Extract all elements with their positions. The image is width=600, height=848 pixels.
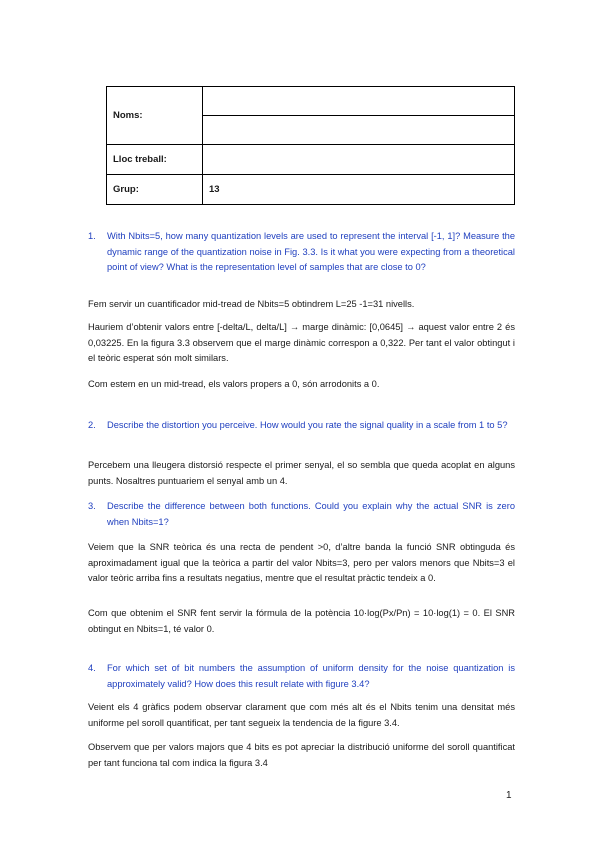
question-2 bbox=[88, 418, 515, 434]
question-text: Describe the distortion you perceive. How would you rate the signal quality in a scale from 1 to 5? bbox=[107, 420, 508, 430]
question-1 bbox=[88, 229, 515, 276]
answer-paragraph: Hauriem d’obtenir valors entre [-delta/L, delta/L] → marge dinàmic: [0,0645] → aquest valor entre 2 és 0,03225. En la figura 3.3 observem que el marge dinàmic correspon a 0,322. Per tant el valor obtingut i el teòric esperat són molt similars. bbox=[88, 322, 515, 363]
workplace-value bbox=[203, 145, 515, 175]
answer-paragraph: Fem servir un cuantificador mid-tread de Nbits=5 obtindrem L=25 -1=31 nivells. bbox=[88, 299, 415, 309]
answer-paragraph: Veient els 4 gràfics podem observar clarament que com més alt és el Nbits tenim una densitat més uniforme pel soroll quantificat, per tant segueix la tendencia de la figure 3.4. bbox=[88, 702, 515, 728]
question-text: Describe the difference between both functions. Could you explain why the actual SNR is zero when Nbits=1? bbox=[107, 501, 515, 527]
answer-paragraph: Com estem en un mid-tread, els valors propers a 0, són arrodonits a 0. bbox=[88, 379, 380, 389]
group-label: Grup: bbox=[107, 175, 203, 205]
page-number: 1 bbox=[506, 790, 512, 801]
names-label: Noms: bbox=[107, 87, 203, 145]
workplace-label: Lloc treball: bbox=[107, 145, 203, 175]
question-number: 3. bbox=[88, 501, 96, 511]
answer-paragraph: Percebem una lleugera distorsió respecte el primer senyal, el so sembla que queda acoplat en alguns punts. Nosaltres puntuariem el senyal amb un 4. bbox=[88, 460, 515, 486]
answer-paragraph: Observem que per valors majors que 4 bits es pot apreciar la distribució uniforme del soroll quantificat per tant funciona tal com indica la figura 3.4 bbox=[88, 742, 515, 768]
question-text: For which set of bit numbers the assumption of uniform density for the noise quantization is approximately valid? How does this result relate with figure 3.4? bbox=[107, 663, 515, 689]
names-value-1 bbox=[203, 87, 515, 116]
question-number: 1. bbox=[88, 231, 96, 241]
question-4 bbox=[88, 661, 515, 692]
names-value-2 bbox=[203, 116, 515, 145]
question-number: 2. bbox=[88, 420, 96, 430]
question-3 bbox=[88, 499, 515, 530]
group-value: 13 bbox=[203, 175, 515, 205]
question-number: 4. bbox=[88, 663, 96, 673]
answer-paragraph: Com que obtenim el SNR fent servir la fórmula de la potència 10·log(Px/Pn) = 10·log(1) = 0. El SNR obtingut en Nbits=1, té valor 0. bbox=[88, 608, 515, 634]
question-text: With Nbits=5, how many quantization levels are used to represent the interval [-1, 1]? Measure the dynamic range of the quantization noise in Fig. 3.3. Is it what you were expecting from a theoretical point of view? What is the representation level of samples that are close to 0? bbox=[107, 231, 515, 272]
header-table bbox=[106, 86, 515, 205]
answer-paragraph: Veiem que la SNR teòrica és una recta de pendent >0, d’altre banda la funció SNR obtinguda és aproximadament igual que la teòrica a partir del valor Nbits=3, pero per valors menors que Nbits=3 el valor teòric arriba fins a resultats negatius, mentre que el resultat pràctic tendeix a 0. bbox=[88, 542, 515, 583]
